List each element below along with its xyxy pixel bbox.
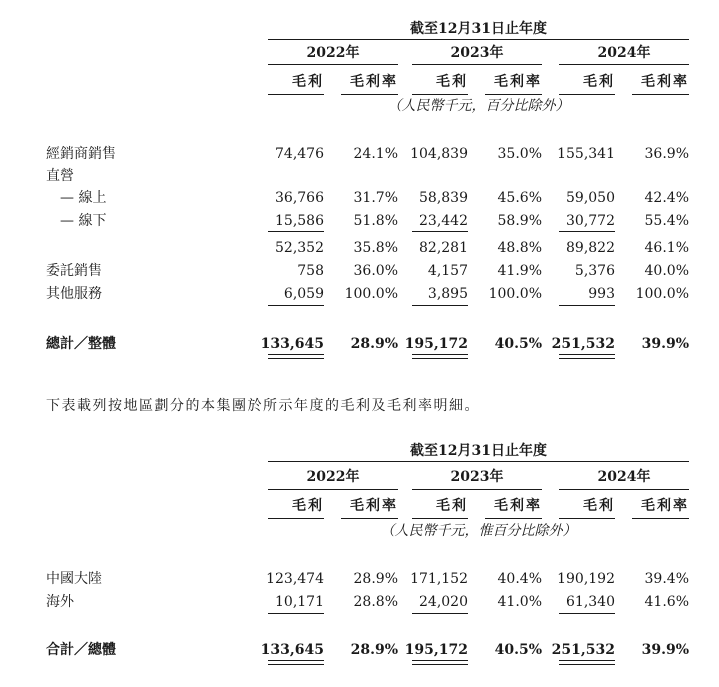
- year-rule: [559, 489, 689, 490]
- total-rule: [412, 305, 468, 306]
- row-label: 中國大陸: [46, 571, 102, 587]
- cell: 6,059: [283, 286, 324, 302]
- year-rule: [268, 64, 398, 65]
- cell: 59,050: [566, 190, 615, 206]
- col-gross-profit: 毛利: [292, 74, 324, 90]
- period-header: 截至12月31日止年度: [410, 21, 547, 37]
- year-2024: 2024年: [597, 45, 651, 61]
- cell: 55.4%: [644, 213, 689, 229]
- col-rule: [412, 94, 468, 95]
- col-rule: [268, 94, 324, 95]
- cell: 45.6%: [497, 190, 542, 206]
- cell: 133,645: [260, 336, 324, 352]
- double-underline: [559, 354, 615, 359]
- total-rule: [559, 305, 615, 306]
- cell: 31.7%: [353, 190, 398, 206]
- col-gross-profit: 毛利: [583, 498, 615, 514]
- cell: 24,020: [419, 594, 468, 610]
- col-rule: [485, 94, 542, 95]
- col-rule: [632, 94, 689, 95]
- cell: 89,822: [566, 240, 615, 256]
- cell: 100.0%: [635, 286, 689, 302]
- col-rule: [559, 94, 615, 95]
- col-margin: 毛利率: [350, 74, 398, 90]
- row-label: 其他服務: [46, 286, 102, 302]
- cell: 36.0%: [353, 263, 398, 279]
- double-underline: [412, 354, 468, 359]
- unit-note: （人民幣千元，惟百分比除外）: [380, 523, 577, 539]
- cell: 171,152: [410, 571, 468, 587]
- year-rule: [268, 489, 398, 490]
- cell: 251,532: [551, 336, 615, 352]
- year-2023: 2023年: [450, 469, 504, 485]
- total-rule: [412, 613, 468, 614]
- cell: 3,895: [427, 286, 468, 302]
- col-rule: [485, 518, 542, 519]
- total-rule: [559, 613, 615, 614]
- cell: 30,772: [566, 213, 615, 229]
- cell: 40.0%: [644, 263, 689, 279]
- cell: 133,645: [260, 642, 324, 658]
- double-underline: [268, 660, 324, 665]
- cell: 41.6%: [644, 594, 689, 610]
- cell: 5,376: [574, 263, 615, 279]
- cell: 24.1%: [353, 146, 398, 162]
- col-margin: 毛利率: [641, 498, 689, 514]
- total-label: 總計／整體: [46, 336, 116, 352]
- subtotal-rule: [559, 231, 615, 232]
- header-rule: [268, 461, 689, 462]
- cell: 100.0%: [344, 286, 398, 302]
- cell: 58,839: [419, 190, 468, 206]
- cell: 28.8%: [353, 594, 398, 610]
- col-rule: [632, 518, 689, 519]
- double-underline: [559, 660, 615, 665]
- col-gross-profit: 毛利: [583, 74, 615, 90]
- year-2022: 2022年: [306, 469, 360, 485]
- row-label: 經銷商銷售: [46, 146, 116, 162]
- year-2024: 2024年: [597, 469, 651, 485]
- cell: 42.4%: [644, 190, 689, 206]
- row-label: 海外: [46, 594, 74, 610]
- col-rule: [559, 518, 615, 519]
- cell: 758: [297, 263, 324, 279]
- cell: 35.8%: [353, 240, 398, 256]
- subtotal-rule: [412, 231, 468, 232]
- cell: 39.9%: [641, 336, 689, 352]
- cell: 36,766: [275, 190, 324, 206]
- cell: 40.5%: [494, 642, 542, 658]
- cell: 36.9%: [644, 146, 689, 162]
- cell: 15,586: [275, 213, 324, 229]
- cell: 100.0%: [488, 286, 542, 302]
- year-rule: [559, 64, 689, 65]
- cell: 58.9%: [497, 213, 542, 229]
- cell: 40.4%: [497, 571, 542, 587]
- cell: 41.0%: [497, 594, 542, 610]
- col-gross-profit: 毛利: [436, 498, 468, 514]
- cell: 28.9%: [353, 571, 398, 587]
- row-label: 直營: [46, 168, 74, 184]
- col-margin: 毛利率: [494, 498, 542, 514]
- col-gross-profit: 毛利: [436, 74, 468, 90]
- col-rule: [341, 94, 398, 95]
- cell: 61,340: [566, 594, 615, 610]
- cell: 4,157: [427, 263, 468, 279]
- col-margin: 毛利率: [494, 74, 542, 90]
- cell: 28.9%: [350, 642, 398, 658]
- cell: 74,476: [275, 146, 324, 162]
- row-label: — 線上: [60, 190, 107, 206]
- year-2022: 2022年: [306, 45, 360, 61]
- col-margin: 毛利率: [641, 74, 689, 90]
- cell: 51.8%: [353, 213, 398, 229]
- col-gross-profit: 毛利: [292, 498, 324, 514]
- cell: 52,352: [275, 240, 324, 256]
- col-rule: [268, 518, 324, 519]
- cell: 123,474: [266, 571, 324, 587]
- row-label: 委託銷售: [46, 263, 102, 279]
- cell: 39.4%: [644, 571, 689, 587]
- double-underline: [412, 660, 468, 665]
- year-2023: 2023年: [450, 45, 504, 61]
- cell: 82,281: [419, 240, 468, 256]
- col-rule: [341, 518, 398, 519]
- year-rule: [412, 489, 542, 490]
- cell: 39.9%: [641, 642, 689, 658]
- cell: 41.9%: [497, 263, 542, 279]
- total-label: 合計／總體: [46, 642, 116, 658]
- cell: 46.1%: [644, 240, 689, 256]
- row-label: — 線下: [60, 213, 107, 229]
- cell: 23,442: [419, 213, 468, 229]
- cell: 251,532: [551, 642, 615, 658]
- cell: 10,171: [275, 594, 324, 610]
- cell: 993: [588, 286, 615, 302]
- cell: 104,839: [410, 146, 468, 162]
- breakdown-paragraph: 下表載列按地區劃分的本集團於所示年度的毛利及毛利率明細。: [46, 398, 480, 414]
- col-rule: [412, 518, 468, 519]
- cell: 195,172: [404, 642, 468, 658]
- col-margin: 毛利率: [350, 498, 398, 514]
- year-rule: [412, 64, 542, 65]
- unit-note: （人民幣千元，百分比除外）: [387, 98, 570, 114]
- cell: 155,341: [557, 146, 615, 162]
- total-rule: [268, 613, 324, 614]
- total-rule: [268, 305, 324, 306]
- header-rule: [268, 39, 689, 40]
- cell: 190,192: [557, 571, 615, 587]
- cell: 48.8%: [497, 240, 542, 256]
- cell: 28.9%: [350, 336, 398, 352]
- cell: 35.0%: [497, 146, 542, 162]
- subtotal-rule: [268, 231, 324, 232]
- period-header: 截至12月31日止年度: [410, 443, 547, 459]
- cell: 195,172: [404, 336, 468, 352]
- double-underline: [268, 354, 324, 359]
- cell: 40.5%: [494, 336, 542, 352]
